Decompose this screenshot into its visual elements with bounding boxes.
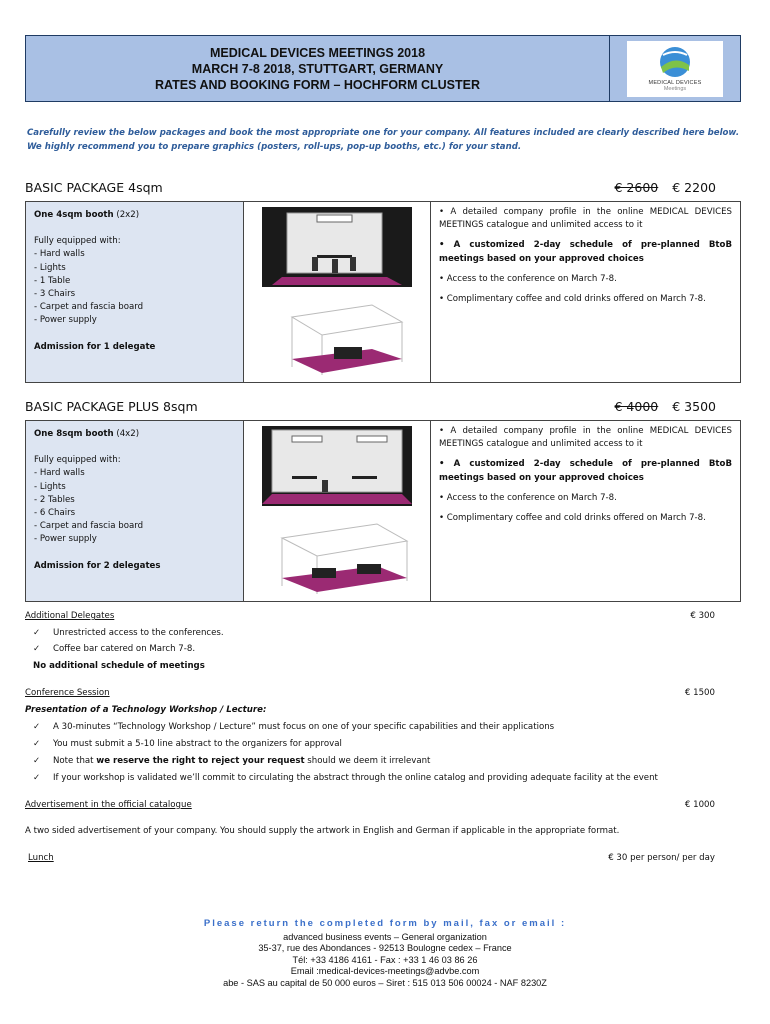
check-item-text: Coffee bar catered on March 7-8. bbox=[53, 644, 196, 654]
footer-heading: Please return the completed form by mail, fax or email : bbox=[203, 918, 567, 929]
note-bold: we reserve the right to reject your request bbox=[96, 756, 305, 766]
plus-booth-rest: (4x2) bbox=[113, 429, 140, 439]
check-item bbox=[33, 739, 342, 749]
basic-booth-rest: (2x2) bbox=[113, 210, 140, 220]
basic-feature-4: • Complimentary coffee and cold drinks offered on March 7-8. bbox=[439, 294, 706, 305]
basic-package-features bbox=[431, 202, 740, 382]
check-icon: ✓ bbox=[33, 722, 41, 732]
basic-equipped-label: Fully equipped with: bbox=[34, 236, 121, 247]
plus-package-heading bbox=[25, 399, 741, 414]
basic-booth-bold: One 4sqm booth bbox=[34, 210, 114, 220]
logo-text-sub: Meetings bbox=[663, 86, 687, 92]
basic-feature-3: • Access to the conference on March 7-8. bbox=[439, 273, 617, 284]
plus-item: - 2 Tables bbox=[34, 494, 75, 505]
plus-new-price: € 3500 bbox=[672, 399, 716, 414]
plus-package-table bbox=[25, 420, 741, 602]
check-icon: ✓ bbox=[33, 628, 41, 638]
advert-price: € 1000 bbox=[684, 800, 715, 810]
basic-new-price: € 2200 bbox=[672, 180, 716, 195]
note-post: should we deem it irrelevant bbox=[304, 756, 431, 766]
globe-logo-icon bbox=[655, 45, 695, 79]
check-item-text: You must submit a 5-10 line abstract to the organizers for approval bbox=[53, 739, 342, 749]
header-titles bbox=[26, 36, 610, 101]
additional-delegates-label: Additional Delegates bbox=[25, 611, 115, 621]
additional-note: No additional schedule of meetings bbox=[33, 661, 205, 671]
check-icon: ✓ bbox=[33, 773, 41, 783]
plus-package-features bbox=[431, 421, 740, 601]
plus-feature-2: • A customized 2-day schedule of pre-planned BtoB meetings based on your approved choices bbox=[439, 459, 732, 483]
footer-line: 35-37, rue des Abondances - 92513 Boulogne cedex – France bbox=[258, 943, 512, 953]
logo-text-main: MEDICAL DEVICES bbox=[648, 80, 702, 86]
lunch-price: € 30 per person/ per day bbox=[608, 853, 715, 863]
header-box bbox=[25, 35, 741, 102]
plus-equipped-label: Fully equipped with: bbox=[34, 455, 121, 466]
basic-package-heading bbox=[25, 180, 741, 195]
booth-render-light-image bbox=[262, 297, 412, 377]
intro-line-1: Carefully review the below packages and book the most appropriate one for your company. All features included are clearly described here below. bbox=[27, 128, 740, 138]
plus-booth-images bbox=[244, 421, 431, 601]
basic-booth-images bbox=[244, 202, 431, 382]
note-pre: Note that bbox=[53, 756, 97, 766]
check-item-text: Unrestricted access to the conferences. bbox=[53, 628, 224, 638]
basic-item: - 1 Table bbox=[34, 275, 71, 286]
basic-admission: Admission for 1 delegate bbox=[34, 341, 156, 352]
footer-line: advanced business events – General organization bbox=[283, 931, 487, 942]
check-icon: ✓ bbox=[33, 739, 41, 749]
check-icon: ✓ bbox=[33, 644, 41, 654]
basic-item: - Hard walls bbox=[34, 249, 85, 260]
footer-line: abe - SAS au capital de 50 000 euros – Siret : 515 013 506 00024 - NAF 8230Z bbox=[223, 977, 547, 988]
basic-old-price: € 2600 bbox=[614, 180, 659, 195]
check-icon: ✓ bbox=[33, 756, 41, 766]
booth-render-dark-image bbox=[262, 426, 412, 506]
basic-package-title: BASIC PACKAGE 4sqm bbox=[25, 180, 163, 195]
medical-devices-logo bbox=[627, 41, 723, 97]
check-item-text: A 30-minutes “Technology Workshop / Lecture” must focus on one of your specific capabilities and their applications bbox=[53, 722, 555, 732]
plus-item: - Hard walls bbox=[34, 468, 85, 479]
plus-booth-bold: One 8sqm booth bbox=[34, 429, 114, 439]
lunch-label: Lunch bbox=[28, 853, 54, 863]
conference-subtitle: Presentation of a Technology Workshop / Lecture: bbox=[25, 705, 267, 715]
check-item bbox=[33, 773, 658, 783]
basic-package-table bbox=[25, 201, 741, 383]
plus-booth-size bbox=[34, 428, 235, 441]
footer-line: Tél: +33 4186 4161 - Fax : +33 1 46 03 86 26 bbox=[292, 954, 478, 965]
intro-text bbox=[27, 126, 747, 154]
plus-item: - Power supply bbox=[34, 534, 97, 545]
footer-email[interactable]: Email :medical-devices-meetings@advbe.com bbox=[290, 966, 480, 976]
basic-item: - Power supply bbox=[34, 315, 97, 326]
check-item-text bbox=[53, 756, 430, 766]
basic-package-details bbox=[26, 202, 244, 382]
intro-line-2: We highly recommend you to prepare graphics (posters, roll-ups, pop-up booths, etc.) for your stand. bbox=[27, 142, 522, 152]
additional-delegates-price: € 300 bbox=[690, 611, 715, 621]
header-logo-cell bbox=[610, 36, 740, 101]
basic-item: - Carpet and fascia board bbox=[34, 302, 144, 313]
check-item bbox=[33, 644, 195, 654]
advert-row bbox=[25, 800, 715, 810]
check-item bbox=[33, 756, 430, 766]
basic-feature-2: • A customized 2-day schedule of pre-planned BtoB meetings based on your approved choices bbox=[439, 240, 732, 264]
plus-old-price: € 4000 bbox=[614, 399, 659, 414]
lunch-row bbox=[25, 853, 715, 863]
plus-feature-1: • A detailed company profile in the online MEDICAL DEVICES MEETINGS catalogue and unlimited access to it bbox=[439, 426, 732, 450]
basic-booth-size bbox=[34, 209, 235, 222]
header-title-3: RATES AND BOOKING FORM – HOCHFORM CLUSTER bbox=[155, 77, 480, 92]
booth-render-light-image bbox=[262, 516, 412, 596]
plus-item: - Lights bbox=[34, 481, 66, 492]
basic-item: - 3 Chairs bbox=[34, 289, 76, 300]
plus-item: - 6 Chairs bbox=[34, 508, 76, 519]
plus-package-title: BASIC PACKAGE PLUS 8sqm bbox=[25, 399, 198, 414]
basic-item: - Lights bbox=[34, 262, 66, 273]
additional-delegates-row bbox=[25, 611, 715, 621]
plus-admission: Admission for 2 delegates bbox=[34, 560, 161, 571]
booth-render-dark-image bbox=[262, 207, 412, 287]
check-item bbox=[33, 628, 224, 638]
check-item-text: If your workshop is validated we’ll commit to circulating the abstract through the online catalog and providing adequate facility at the event bbox=[53, 773, 658, 783]
basic-feature-1: • A detailed company profile in the online MEDICAL DEVICES MEETINGS catalogue and unlimited access to it bbox=[439, 207, 732, 231]
header-title-1: MEDICAL DEVICES MEETINGS 2018 bbox=[209, 45, 426, 60]
advert-text: A two sided advertisement of your company. You should supply the artwork in English and German if applicable in the appropriate format. bbox=[25, 826, 620, 836]
conference-row bbox=[25, 688, 715, 698]
plus-feature-3: • Access to the conference on March 7-8. bbox=[439, 492, 617, 503]
header-title-2: MARCH 7-8 2018, STUTTGART, GERMANY bbox=[191, 61, 444, 76]
plus-package-details bbox=[26, 421, 244, 601]
check-item bbox=[33, 722, 554, 732]
conference-price: € 1500 bbox=[684, 688, 715, 698]
footer-contact bbox=[0, 918, 770, 989]
plus-feature-4: • Complimentary coffee and cold drinks offered on March 7-8. bbox=[439, 513, 706, 524]
plus-item: - Carpet and fascia board bbox=[34, 521, 144, 532]
conference-label: Conference Session bbox=[25, 688, 110, 698]
advert-label: Advertisement in the official catalogue bbox=[25, 800, 192, 810]
